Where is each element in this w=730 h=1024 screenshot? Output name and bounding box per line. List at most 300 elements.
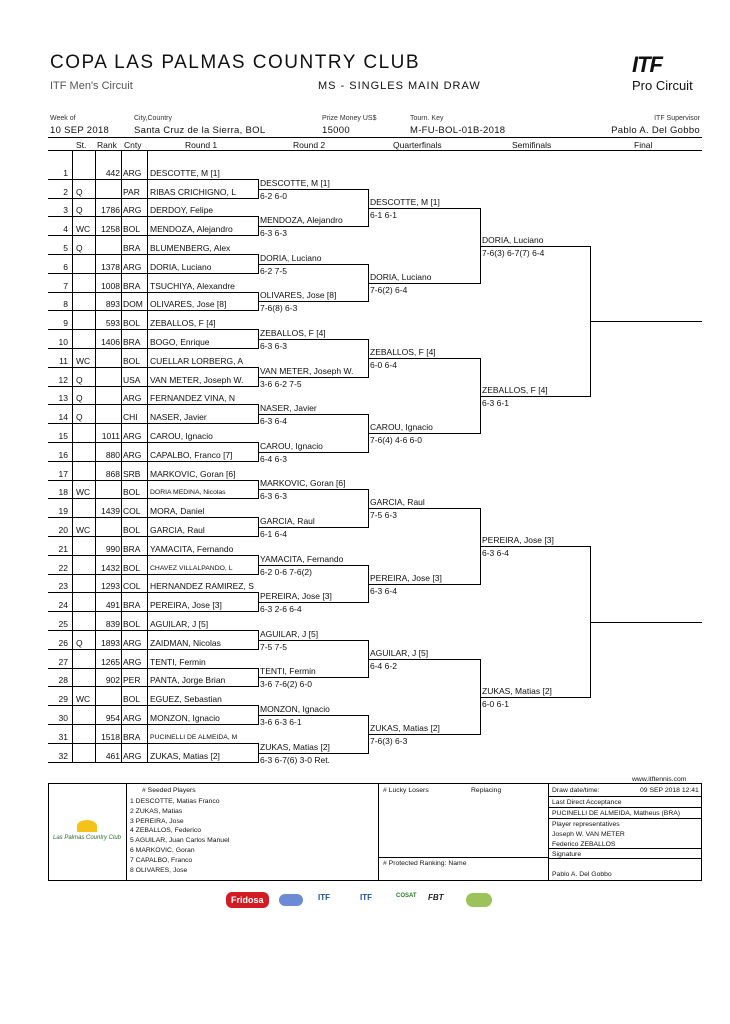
entry-status: Q	[76, 638, 83, 648]
player-rank: 1265	[101, 657, 120, 667]
entry-status: Q	[76, 205, 83, 215]
match-score: 7-6(2) 6-4	[370, 285, 408, 295]
winner-line	[258, 377, 368, 378]
col-round1: Round 1	[185, 140, 218, 150]
col-semifinals: Semifinals	[512, 140, 552, 150]
player-country: ARG	[123, 262, 142, 272]
footer-rule	[48, 783, 49, 881]
player-name: MENDOZA, Alejandro	[150, 224, 233, 234]
draw-position: 29	[58, 694, 68, 704]
seed-name: AGUILAR, Juan Carlos Manuel	[135, 837, 230, 845]
draw-position: 22	[58, 563, 68, 573]
draw-position: 14	[58, 412, 68, 422]
lucky-losers-label: # Lucky Losers	[383, 787, 429, 794]
winner-name: DORIA, Luciano	[260, 253, 322, 263]
winner-name: CAROU, Ignacio	[370, 422, 433, 432]
draw-position: 5	[63, 243, 68, 253]
player-rank: 461	[105, 751, 120, 761]
player-country: PAR	[123, 187, 140, 197]
player-country: ARG	[123, 657, 142, 667]
player-rank: 990	[105, 544, 120, 554]
player-rank: 893	[105, 299, 120, 309]
draw-position: 23	[58, 581, 68, 591]
player-row-line	[48, 404, 258, 405]
seed-entry	[130, 817, 184, 827]
winner-line	[258, 339, 368, 340]
player-name: HERNANDEZ RAMIREZ, S	[150, 581, 254, 591]
tournament-title: COPA LAS PALMAS COUNTRY CLUB	[50, 52, 421, 73]
player-country: BRA	[123, 600, 141, 610]
player-country: SRB	[123, 469, 141, 479]
seed-entry	[130, 836, 229, 846]
winner-line	[258, 189, 368, 190]
seed-number: 7	[130, 856, 134, 864]
column-divider	[72, 150, 73, 762]
player-name: ZEBALLOS, F [4]	[150, 318, 216, 328]
player-rank: 954	[105, 713, 120, 723]
winner-line	[258, 715, 368, 716]
winner-line	[368, 433, 480, 434]
player-name: CHAVEZ VILLALPANDO, L	[150, 565, 233, 572]
winner-name: ZEBALLOS, F [4]	[370, 347, 436, 357]
club-logo: Las Palmas Country Club	[52, 820, 122, 843]
match-score: 7-6(8) 6-3	[260, 303, 298, 313]
winner-line	[368, 584, 480, 585]
col-round2: Round 2	[293, 140, 326, 150]
player-rank: 1008	[101, 281, 120, 291]
player-name: PUCINELLI DE ALMEIDA, M	[150, 734, 238, 741]
player-row-line	[48, 705, 258, 706]
winner-line	[258, 602, 368, 603]
player-name: DORIA MEDINA, Nicolas	[150, 489, 226, 496]
player-country: BOL	[123, 694, 141, 704]
player-row-line	[48, 292, 258, 293]
player-rank: 491	[105, 600, 120, 610]
player-country: BRA	[123, 732, 141, 742]
draw-position: 15	[58, 431, 68, 441]
signature-label: Signature	[552, 851, 582, 858]
player-rank: 1011	[101, 431, 120, 441]
entry-status: WC	[76, 525, 91, 535]
winner-name: OLIVARES, Jose [8]	[260, 290, 337, 300]
winner-line	[258, 527, 368, 528]
player-country: ARG	[123, 205, 142, 215]
winner-line	[258, 301, 368, 302]
draw-name: MS - SINGLES MAIN DRAW	[318, 80, 481, 92]
match-score: 7-6(3) 6-7(7) 6-4	[482, 248, 545, 258]
player-country: BRA	[123, 337, 141, 347]
draw-position: 30	[58, 713, 68, 723]
rep-2: Federico ZEBALLOS	[552, 841, 616, 848]
city-label: City,Country	[134, 115, 172, 122]
player-row-line	[48, 461, 258, 462]
draw-position: 10	[58, 337, 68, 347]
player-name: GARCIA, Raul	[150, 525, 205, 535]
draw-position: 1	[63, 168, 68, 178]
player-country: ARG	[123, 450, 142, 460]
player-row-line	[48, 198, 258, 199]
player-country: BOL	[123, 619, 141, 629]
winner-line	[258, 264, 368, 265]
player-rank: 880	[105, 450, 120, 460]
player-rank: 1406	[101, 337, 120, 347]
winner-name: DESCOTTE, M [1]	[370, 197, 440, 207]
winner-name: PEREIRA, Jose [3]	[482, 535, 554, 545]
winner-line	[480, 697, 590, 698]
seed-number: 2	[130, 807, 134, 815]
entry-status: WC	[76, 694, 91, 704]
draw-date-label: Draw date/time:	[552, 787, 600, 794]
footer-rule	[548, 796, 702, 797]
player-country: BOL	[123, 525, 141, 535]
winner-name: MONZON, Ignacio	[260, 704, 330, 714]
col-final: Final	[634, 140, 653, 150]
player-name: PANTA, Jorge Brian	[150, 675, 226, 685]
key-label: Tourn. Key	[410, 115, 444, 122]
player-rank: 1378	[101, 262, 120, 272]
last-da-value: PUCINELLI DE ALMEIDA, Matheus (BRA)	[552, 810, 681, 817]
winner-line	[368, 734, 480, 735]
player-row-line	[48, 762, 258, 763]
winner-name: VAN METER, Joseph W.	[260, 366, 354, 376]
player-name: MARKOVIC, Goran [6]	[150, 469, 236, 479]
draw-position: 20	[58, 525, 68, 535]
seed-entry	[130, 846, 195, 856]
seed-name: OLIVARES, Jose	[135, 866, 188, 874]
player-rank: 1786	[101, 205, 120, 215]
player-name: CAROU, Ignacio	[150, 431, 213, 441]
player-country: BRA	[123, 281, 141, 291]
player-rank: 1518	[101, 732, 120, 742]
sponsor-fbt: FBT	[428, 893, 444, 902]
winner-name: NASER, Javier	[260, 403, 317, 413]
match-score: 6-0 6-4	[370, 360, 397, 370]
winner-line	[258, 753, 368, 754]
player-name: CAPALBO, Franco [7]	[150, 450, 233, 460]
seed-entry	[130, 797, 220, 807]
player-row-line	[48, 273, 258, 274]
player-rank: 902	[105, 675, 120, 685]
player-row-line	[48, 668, 258, 669]
draw-position: 32	[58, 751, 68, 761]
draw-position: 7	[63, 281, 68, 291]
footer-rule	[126, 783, 127, 881]
entry-status: Q	[76, 412, 83, 422]
winner-name: MARKOVIC, Goran [6]	[260, 478, 346, 488]
player-country: ARG	[123, 751, 142, 761]
player-country: USA	[123, 375, 141, 385]
column-divider	[147, 150, 148, 762]
draw-position: 16	[58, 450, 68, 460]
seed-name: PEREIRA, Jose	[135, 817, 184, 825]
player-row-line	[48, 386, 258, 387]
winner-name: PEREIRA, Jose [3]	[370, 573, 442, 583]
draw-position: 18	[58, 487, 68, 497]
entry-status: WC	[76, 356, 91, 366]
player-name: BLUMENBERG, Alex	[150, 243, 231, 253]
player-name: FERNANDEZ VINA, N	[150, 393, 236, 403]
player-name: ZAIDMAN, Nicolas	[150, 638, 221, 648]
player-name: EGUEZ, Sebastian	[150, 694, 222, 704]
last-da-label: Last Direct Acceptance	[552, 799, 622, 806]
draw-position: 31	[58, 732, 68, 742]
winner-name: TENTI, Fermin	[260, 666, 316, 676]
seed-name: MARKOVIC, Goran	[135, 847, 195, 854]
winner-line	[480, 246, 590, 247]
player-row-line	[48, 611, 258, 612]
entry-status: Q	[76, 393, 83, 403]
player-row-line	[48, 254, 258, 255]
seed-number: 1	[130, 798, 134, 805]
match-score: 6-3 6-7(6) 3-0 Ret.	[260, 755, 330, 765]
player-country: COL	[123, 506, 141, 516]
draw-position: 17	[58, 469, 68, 479]
sponsor-badge-2	[466, 893, 492, 907]
seed-number: 8	[130, 866, 134, 874]
player-country: ARG	[123, 168, 142, 178]
col-rank: Rank	[97, 140, 117, 150]
player-name: ZUKAS, Matias [2]	[150, 751, 220, 761]
player-rank: 1893	[101, 638, 120, 648]
footer-rule	[378, 857, 548, 858]
player-country: COL	[123, 581, 141, 591]
winner-name: ZEBALLOS, F [4]	[260, 328, 326, 338]
column-divider	[95, 150, 96, 762]
col-quarterfinals: Quarterfinals	[393, 140, 442, 150]
winner-name: GARCIA, Raul	[260, 516, 315, 526]
player-row-line	[48, 517, 258, 518]
player-country: BOL	[123, 224, 141, 234]
player-country: BOL	[123, 356, 141, 366]
winner-name: DORIA, Luciano	[370, 272, 432, 282]
match-score: 6-3 6-3	[260, 341, 287, 351]
seed-entry	[130, 856, 192, 866]
player-rank: 839	[105, 619, 120, 629]
player-row-line	[48, 592, 258, 593]
player-country: ARG	[123, 713, 142, 723]
player-name: DERDOY, Felipe	[150, 205, 214, 215]
entry-status: Q	[76, 375, 83, 385]
seed-number: 3	[130, 817, 134, 825]
winner-name: DORIA, Luciano	[482, 235, 544, 245]
player-rank: 1439	[101, 506, 120, 516]
footer-rule	[548, 783, 549, 881]
draw-position: 4	[63, 224, 68, 234]
match-score: 6-2 0-6 7-6(2)	[260, 567, 312, 577]
match-score: 6-1 6-1	[370, 210, 397, 220]
player-rank: 1432	[101, 563, 120, 573]
winner-name: CAROU, Ignacio	[260, 441, 323, 451]
player-row-line	[48, 686, 258, 687]
draw-date-value: 09 SEP 2018 12:41	[640, 787, 699, 794]
seed-number: 5	[130, 837, 134, 845]
match-score: 3-6 6-2 7-5	[260, 379, 302, 389]
seed-name: ZEBALLOS, Federico	[135, 827, 202, 835]
final-line	[590, 622, 702, 623]
draw-position: 13	[58, 393, 68, 403]
winner-line	[258, 489, 368, 490]
match-score: 3-6 7-6(2) 6-0	[260, 679, 312, 689]
draw-position: 25	[58, 619, 68, 629]
match-score: 6-3 6-4	[482, 548, 509, 558]
winner-name: MENDOZA, Alejandro	[260, 215, 343, 225]
match-score: 6-2 7-5	[260, 266, 287, 276]
draw-position: 3	[63, 205, 68, 215]
match-score: 7-6(4) 4-6 6-0	[370, 435, 422, 445]
final-line	[590, 321, 702, 322]
footer-rule	[48, 880, 702, 881]
draw-position: 2	[63, 187, 68, 197]
match-score: 7-5 7-5	[260, 642, 287, 652]
entry-status: WC	[76, 487, 91, 497]
winner-line	[480, 546, 590, 547]
footer-rule	[48, 783, 702, 784]
winner-line	[368, 659, 480, 660]
player-name: DESCOTTE, M [1]	[150, 168, 220, 178]
player-row-line	[48, 310, 258, 311]
match-score: 7-5 6-3	[370, 510, 397, 520]
winner-line	[368, 283, 480, 284]
signature-value: Pablo A. Del Gobbo	[552, 871, 612, 878]
match-score: 6-3 6-4	[370, 586, 397, 596]
itf-url: www.itftennis.com	[632, 776, 687, 783]
player-row-line	[48, 442, 258, 443]
player-name: AGUILAR, J [5]	[150, 619, 209, 629]
winner-name: ZEBALLOS, F [4]	[482, 385, 548, 395]
player-name: MORA, Daniel	[150, 506, 205, 516]
player-row-line	[48, 179, 258, 180]
player-country: ARG	[123, 638, 142, 648]
player-country: BRA	[123, 243, 141, 253]
match-score: 6-3 6-3	[260, 228, 287, 238]
player-rank: 1258	[101, 224, 120, 234]
match-score: 6-2 6-0	[260, 191, 287, 201]
sponsor-fridosa: Fridosa	[226, 892, 269, 908]
player-name: BOGO, Enrique	[150, 337, 210, 347]
week-value: 10 SEP 2018	[50, 125, 110, 136]
player-country: BOL	[123, 563, 141, 573]
match-score: 6-4 6-3	[260, 454, 287, 464]
winner-name: AGUILAR, J [5]	[370, 648, 429, 658]
prize-value: 15000	[322, 125, 350, 136]
winner-line	[258, 640, 368, 641]
sponsor-itf-fund: ITF	[318, 893, 330, 902]
match-score: 6-0 6-1	[482, 699, 509, 709]
winner-name: GARCIA, Raul	[370, 497, 425, 507]
winner-line	[258, 565, 368, 566]
player-rank: 868	[105, 469, 120, 479]
player-name: CUELLAR LORBERG, A	[150, 356, 244, 366]
player-rank: 593	[105, 318, 120, 328]
match-score: 6-1 6-4	[260, 529, 287, 539]
player-row-line	[48, 367, 258, 368]
player-row-line	[48, 536, 258, 537]
seed-name: CAPALBO, Franco	[135, 856, 193, 864]
winner-name: ZUKAS, Matias [2]	[482, 686, 552, 696]
player-rank: 1293	[101, 581, 120, 591]
match-score: 6-3 6-4	[260, 416, 287, 426]
player-name: MONZON, Ignacio	[150, 713, 220, 723]
sponsor-itf: ITF	[360, 893, 372, 902]
winner-line	[368, 358, 480, 359]
player-row-line	[48, 630, 258, 631]
entry-status: WC	[76, 224, 91, 234]
player-row-line	[48, 574, 258, 575]
city-value: Santa Cruz de la Sierra, BOL	[134, 125, 266, 136]
draw-position: 24	[58, 600, 68, 610]
winner-line	[368, 208, 480, 209]
player-row-line	[48, 555, 258, 556]
seed-entry	[130, 807, 182, 817]
player-name: TENTI, Fermin	[150, 657, 206, 667]
player-name: OLIVARES, Jose [8]	[150, 299, 227, 309]
draw-position: 19	[58, 506, 68, 516]
winner-line	[480, 396, 590, 397]
draw-position: 27	[58, 657, 68, 667]
player-name: RIBAS CRICHIGNO, L	[150, 187, 236, 197]
player-row-line	[48, 216, 258, 217]
replacing-label: Replacing	[471, 787, 502, 794]
key-value: M-FU-BOL-01B-2018	[410, 125, 506, 136]
player-row-line	[48, 329, 258, 330]
winner-line	[258, 226, 368, 227]
winner-name: DESCOTTE, M [1]	[260, 178, 330, 188]
itf-logo-sub: Pro Circuit	[632, 78, 693, 93]
footer-rule	[701, 783, 702, 881]
player-country: PER	[123, 675, 141, 685]
winner-name: ZUKAS, Matias [2]	[370, 723, 440, 733]
match-score: 6-3 6-3	[260, 491, 287, 501]
seed-number: 6	[130, 847, 134, 854]
draw-position: 6	[63, 262, 68, 272]
match-score: 6-3 6-1	[482, 398, 509, 408]
winner-name: AGUILAR, J [5]	[260, 629, 319, 639]
prize-label: Prize Money US$	[322, 115, 377, 122]
seed-name: ZUKAS, Matias	[135, 807, 183, 815]
draw-position: 28	[58, 675, 68, 685]
winner-line	[258, 677, 368, 678]
column-divider	[121, 150, 122, 762]
seed-name: DESCOTTE, Matias Franco	[135, 798, 220, 805]
player-name: VAN METER, Joseph W.	[150, 375, 244, 385]
draw-position: 11	[59, 356, 68, 366]
col-cnty: Cnty	[124, 140, 142, 150]
week-label: Week of	[50, 115, 76, 122]
player-name: DORIA, Luciano	[150, 262, 212, 272]
player-row-line	[48, 348, 258, 349]
player-country: BOL	[123, 318, 141, 328]
player-country: BOL	[123, 487, 141, 497]
player-row-line	[48, 649, 258, 650]
draw-position: 9	[63, 318, 68, 328]
player-name: PEREIRA, Jose [3]	[150, 600, 222, 610]
circuit-subtitle: ITF Men's Circuit	[50, 80, 133, 92]
player-country: ARG	[123, 393, 142, 403]
winner-name: YAMACITA, Fernando	[260, 554, 344, 564]
winner-line	[258, 452, 368, 453]
winner-line	[258, 414, 368, 415]
entry-status: Q	[76, 243, 83, 253]
player-row-line	[48, 498, 258, 499]
reps-label: Player representatives	[552, 821, 620, 828]
sponsor-cosat: COSAT	[396, 893, 417, 899]
col-st: St.	[76, 140, 87, 150]
player-country: ARG	[123, 431, 142, 441]
player-name: YAMACITA, Fernando	[150, 544, 234, 554]
seed-entry	[130, 826, 201, 836]
rep-1: Joseph W. VAN METER	[552, 831, 625, 838]
player-row-line	[48, 724, 258, 725]
